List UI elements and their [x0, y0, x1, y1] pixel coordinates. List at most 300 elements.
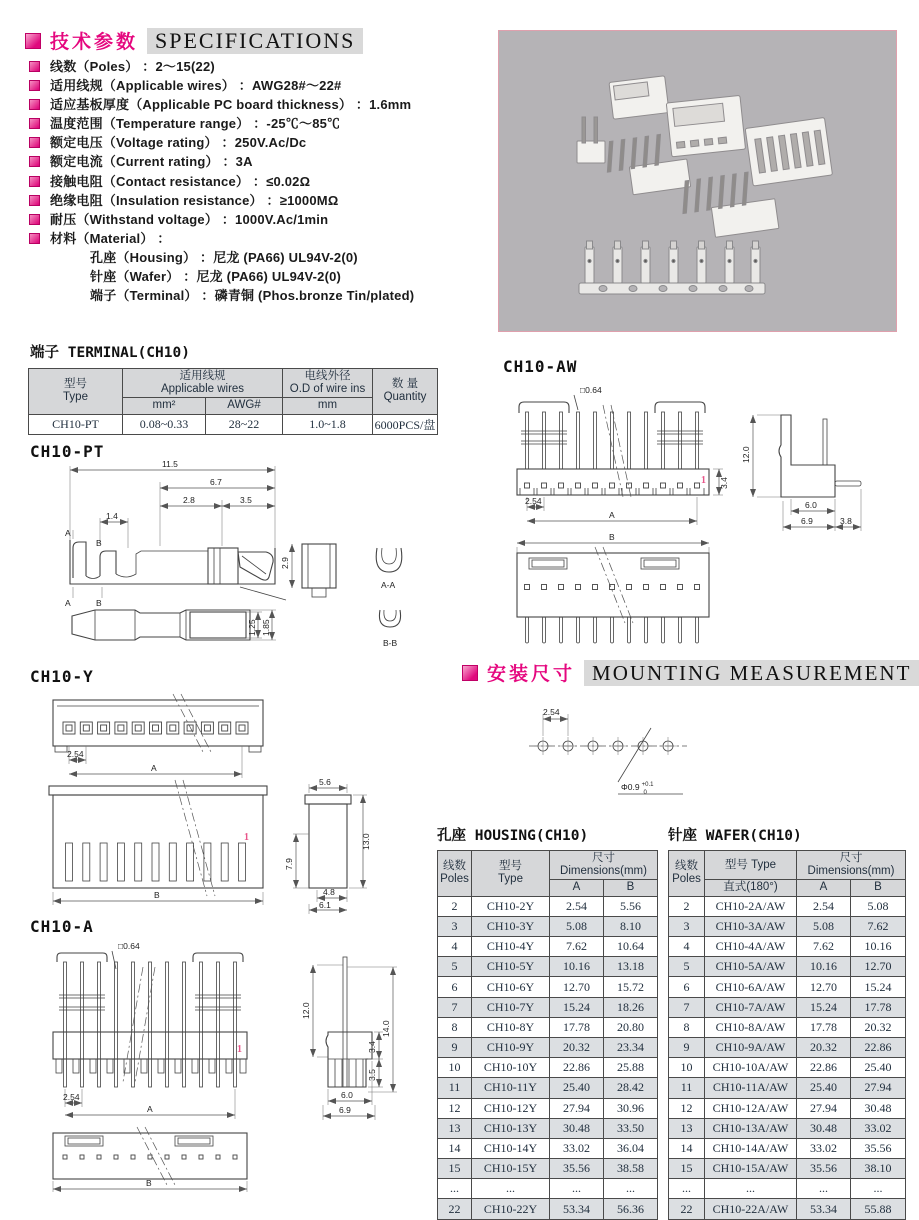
table-cell: 25.88: [604, 1058, 658, 1078]
header-en: Poles: [672, 873, 701, 886]
spec-text: 材料（Material） ：: [50, 230, 171, 246]
dim-label: A: [147, 1104, 153, 1114]
table-row: [438, 1037, 658, 1057]
spec-item: [29, 210, 499, 229]
red-mark: 1: [244, 832, 249, 843]
table-row: [669, 1179, 906, 1199]
col-header-poles: [438, 851, 472, 897]
table-row: [669, 1118, 906, 1138]
table-cell: 17.78: [851, 997, 906, 1017]
table-header-row: [29, 369, 438, 398]
spec-text: 温度范围（Temperature range） ：-25℃～85℃: [50, 116, 341, 132]
table-cell: 10: [669, 1058, 705, 1078]
table-cell: 35.56: [797, 1159, 851, 1179]
table-cell: 33.02: [550, 1138, 604, 1158]
table-row: [438, 896, 658, 916]
spec-text: 端子（Terminal） ：磷青铜 (Phos.bronze Tin/plated): [90, 288, 415, 304]
dim-label: 11.5: [162, 459, 178, 469]
table-cell: 33.02: [851, 1118, 906, 1138]
table-row: [669, 1098, 906, 1118]
table-row: [669, 1138, 906, 1158]
table-cell: 3: [438, 916, 472, 936]
table-row: [669, 1159, 906, 1179]
table-cell: 27.94: [550, 1098, 604, 1118]
table-cell: 8: [438, 1017, 472, 1037]
table-row: [669, 1037, 906, 1057]
col-header-awg: AWG#: [206, 398, 283, 414]
spec-item: [29, 152, 499, 171]
table-cell: CH10-4A/AW: [705, 937, 797, 957]
section-bullet-icon: [462, 665, 478, 681]
section-label: B-B: [383, 638, 398, 648]
table-cell: CH10-14Y: [472, 1138, 550, 1158]
ch10-y-label: CH10-Y: [30, 667, 94, 686]
product-photo: [498, 30, 897, 332]
header-en: Type: [63, 391, 88, 404]
col-header-b: B: [604, 880, 658, 896]
table-cell: 35.56: [550, 1159, 604, 1179]
table-cell: 10.16: [797, 957, 851, 977]
spec-item: [29, 57, 499, 76]
ch10-a-drawing: [25, 937, 400, 1194]
table-cell: CH10-12A/AW: [705, 1098, 797, 1118]
header-zh: 线数: [443, 860, 466, 873]
table-cell: CH10-3A/AW: [705, 916, 797, 936]
table-row: [438, 1058, 658, 1078]
dim-label: 1.4: [106, 511, 118, 521]
table-cell: 7.62: [550, 937, 604, 957]
table-row: [438, 1199, 658, 1219]
dim-label: □0.64: [580, 385, 602, 395]
table-row: [669, 977, 906, 997]
table-row: [669, 997, 906, 1017]
ch10-pt-drawing: [40, 456, 430, 663]
mounting-drawing: [515, 700, 715, 812]
table-cell: 17.78: [550, 1017, 604, 1037]
table-cell: 22.86: [851, 1037, 906, 1057]
table-cell: CH10-6Y: [472, 977, 550, 997]
spec-material-line: [29, 286, 499, 305]
header-zh: 型号: [499, 860, 522, 873]
table-cell: 15: [438, 1159, 472, 1179]
spec-text: 接触电阻（Contact resistance） ：≤0.02Ω: [50, 173, 311, 189]
dim-label: 5.6: [319, 777, 331, 787]
table-row: [438, 1179, 658, 1199]
table-cell: 30.48: [550, 1118, 604, 1138]
col-header-b: B: [851, 880, 906, 896]
table-cell: 7.62: [797, 937, 851, 957]
wafer-table-title: 针座 WAFER(CH10): [668, 828, 802, 844]
tol-lower: 0: [643, 790, 647, 796]
table-cell: 27.94: [851, 1078, 906, 1098]
col-header-type: [472, 851, 550, 897]
table-cell: CH10-15A/AW: [705, 1159, 797, 1179]
table-cell: 33.02: [797, 1138, 851, 1158]
ch10-pt-label: CH10-PT: [30, 442, 105, 461]
dim-label: 3.4: [719, 477, 729, 489]
table-cell: 20.32: [550, 1037, 604, 1057]
wafer-table: [668, 850, 906, 1220]
dim-label: 6.1: [319, 900, 331, 910]
table-cell: 4: [438, 937, 472, 957]
table-cell: 22: [669, 1199, 705, 1219]
ch10-aw-drawing: [495, 377, 915, 651]
table-row: [29, 414, 438, 434]
table-cell: 10.16: [851, 937, 906, 957]
table-cell: 28~22: [206, 414, 283, 434]
table-subheader-row: [669, 880, 906, 896]
table-cell: 28.42: [604, 1078, 658, 1098]
section-mark: A: [65, 528, 71, 538]
hole-dia: Φ0.9: [621, 782, 640, 792]
table-cell: 56.36: [604, 1199, 658, 1219]
col-header-mm2: mm²: [123, 398, 206, 414]
list-bullet-icon: [29, 233, 40, 244]
table-cell: 15.24: [851, 977, 906, 997]
spec-item: [29, 172, 499, 191]
table-cell: CH10-PT: [29, 414, 123, 434]
table-cell: CH10-12Y: [472, 1098, 550, 1118]
table-cell: 5.56: [604, 896, 658, 916]
dim-label: □0.64: [118, 941, 140, 951]
table-row: [669, 1058, 906, 1078]
table-cell: ...: [669, 1179, 705, 1199]
table-cell: 55.88: [851, 1199, 906, 1219]
table-cell: 38.58: [604, 1159, 658, 1179]
table-cell: 7: [438, 997, 472, 1017]
list-bullet-icon: [29, 176, 40, 187]
list-bullet-icon: [29, 61, 40, 72]
table-cell: 12: [438, 1098, 472, 1118]
table-row: [669, 896, 906, 916]
table-cell: ...: [705, 1179, 797, 1199]
col-header-od: [283, 369, 373, 398]
col-header-wires: [123, 369, 283, 398]
table-cell: ...: [550, 1179, 604, 1199]
dim-label: 6.7: [210, 477, 222, 487]
table-cell: 12.70: [851, 957, 906, 977]
list-bullet-icon: [29, 195, 40, 206]
header-zh: 型号: [64, 378, 87, 391]
table-cell: CH10-13Y: [472, 1118, 550, 1138]
list-bullet-icon: [29, 118, 40, 129]
table-cell: 17.78: [797, 1017, 851, 1037]
dim-label: 2.54: [67, 749, 84, 759]
table-cell: 20.32: [797, 1037, 851, 1057]
col-header-mm: mm: [283, 398, 373, 414]
table-cell: 36.04: [604, 1138, 658, 1158]
table-cell: 10: [438, 1058, 472, 1078]
spec-item: [29, 76, 499, 95]
list-bullet-icon: [29, 99, 40, 110]
spec-text: 孔座（Housing） ：尼龙 (PA66) UL94V-2(0): [90, 249, 358, 265]
dim-label: A: [609, 510, 615, 520]
table-cell: CH10-7Y: [472, 997, 550, 1017]
table-cell: 11: [438, 1078, 472, 1098]
specifications-header: [25, 27, 363, 54]
table-row: [669, 957, 906, 977]
spec-material-line: [29, 248, 499, 267]
table-cell: CH10-22A/AW: [705, 1199, 797, 1219]
table-cell: 2: [438, 896, 472, 916]
connector-photo-illustration: [499, 31, 896, 331]
table-row: [438, 1017, 658, 1037]
table-cell: 6000PCS/盘: [373, 414, 438, 434]
specifications-title-zh: 技术参数: [50, 32, 139, 53]
col-header-style: 直式(180°): [705, 880, 797, 896]
table-row: [669, 1199, 906, 1219]
table-cell: ...: [797, 1179, 851, 1199]
specifications-title-en: SPECIFICATIONS: [147, 28, 363, 54]
header-en: O.D of wire ins: [289, 383, 366, 396]
table-row: [669, 937, 906, 957]
spec-list: [29, 57, 499, 305]
spec-text: 耐压（Withstand voltage） ：1000V.Ac/1min: [50, 211, 329, 227]
table-cell: 38.10: [851, 1159, 906, 1179]
table-cell: 5.08: [797, 916, 851, 936]
table-cell: 15.24: [797, 997, 851, 1017]
table-cell: 1.0~1.8: [283, 414, 373, 434]
dim-label: 1.85: [261, 619, 271, 636]
dim-label: 6.0: [805, 500, 817, 510]
spec-item: [29, 229, 499, 248]
tol-upper: +0.1: [641, 782, 654, 788]
table-cell: 14: [438, 1138, 472, 1158]
spec-text: 额定电压（Voltage rating） ：250V.Ac/Dc: [50, 135, 307, 151]
table-cell: 4: [669, 937, 705, 957]
dim-label: 3.5: [367, 1069, 377, 1081]
dim-label: 13.0: [361, 833, 371, 850]
spec-text: 线数（Poles） ：2～15(22): [50, 59, 215, 74]
table-row: [438, 957, 658, 977]
dim-label: 7.9: [284, 858, 294, 870]
table-cell: 15.72: [604, 977, 658, 997]
ch10-a-label: CH10-A: [30, 917, 94, 936]
section-label: A-A: [381, 580, 396, 590]
mounting-header: [462, 659, 919, 686]
table-cell: 8: [669, 1017, 705, 1037]
terminal-section-title: 端子 TERMINAL(CH10): [30, 345, 190, 361]
dim-label: 3.8: [840, 516, 852, 526]
table-cell: 25.40: [550, 1078, 604, 1098]
dim-label: 14.0: [381, 1020, 391, 1037]
table-cell: 7.62: [851, 916, 906, 936]
list-bullet-icon: [29, 137, 40, 148]
table-cell: 25.40: [797, 1078, 851, 1098]
wafer-table-body: [669, 896, 906, 1219]
dim-label: 2.54: [543, 707, 560, 717]
table-cell: CH10-8A/AW: [705, 1017, 797, 1037]
table-cell: CH10-3Y: [472, 916, 550, 936]
table-cell: 6: [438, 977, 472, 997]
table-cell: CH10-10Y: [472, 1058, 550, 1078]
table-cell: 53.34: [797, 1199, 851, 1219]
table-cell: 3: [669, 916, 705, 936]
spec-text: 适用线规（Applicable wires） ：AWG28#～22#: [50, 78, 342, 94]
table-cell: CH10-14A/AW: [705, 1138, 797, 1158]
dim-label: B: [154, 890, 160, 900]
table-cell: ...: [604, 1179, 658, 1199]
table-cell: 18.26: [604, 997, 658, 1017]
table-cell: 30.96: [604, 1098, 658, 1118]
dim-label: 3.5: [240, 495, 252, 505]
table-cell: 14: [669, 1138, 705, 1158]
list-bullet-icon: [29, 156, 40, 167]
header-en: Type: [498, 873, 523, 886]
mounting-title-en: MOUNTING MEASUREMENT: [584, 660, 919, 686]
ch10-y-drawing: [25, 688, 395, 915]
table-cell: ...: [851, 1179, 906, 1199]
table-cell: CH10-5A/AW: [705, 957, 797, 977]
table-cell: CH10-2A/AW: [705, 896, 797, 916]
header-en: Applicable wires: [160, 383, 245, 396]
dim-label: 12.0: [301, 1002, 311, 1019]
section-mark: B: [96, 538, 102, 548]
table-cell: 6: [669, 977, 705, 997]
housing-table: [437, 850, 658, 1220]
mounting-title-zh: 安装尺寸: [487, 664, 576, 685]
spec-item: [29, 191, 499, 210]
table-cell: CH10-2Y: [472, 896, 550, 916]
header-zh: 线数: [675, 860, 698, 873]
table-cell: CH10-4Y: [472, 937, 550, 957]
spec-item: [29, 133, 499, 152]
table-cell: 20.80: [604, 1017, 658, 1037]
ch10-aw-label: CH10-AW: [503, 357, 578, 376]
housing-table-title: 孔座 HOUSING(CH10): [437, 828, 589, 844]
dim-label: 6.9: [801, 516, 813, 526]
table-row: [669, 1078, 906, 1098]
section-mark: A: [65, 598, 71, 608]
red-mark: 1: [237, 1044, 242, 1055]
table-cell: 53.34: [550, 1199, 604, 1219]
table-cell: 30.48: [851, 1098, 906, 1118]
table-header-row: [669, 851, 906, 880]
table-cell: CH10-15Y: [472, 1159, 550, 1179]
spec-text: 针座（Wafer） ：尼龙 (PA66) UL94V-2(0): [90, 269, 342, 285]
table-cell: 22.86: [797, 1058, 851, 1078]
col-header-type: [29, 369, 123, 415]
table-cell: 15: [669, 1159, 705, 1179]
table-row: [438, 1098, 658, 1118]
header-en: Poles: [440, 873, 469, 886]
table-cell: 10.64: [604, 937, 658, 957]
table-cell: 12.70: [550, 977, 604, 997]
table-cell: CH10-9A/AW: [705, 1037, 797, 1057]
table-cell: CH10-13A/AW: [705, 1118, 797, 1138]
dim-label: B: [609, 532, 615, 542]
table-header-row: [438, 851, 658, 880]
dim-label: 2.9: [280, 557, 290, 569]
section-bullet-icon: [25, 33, 41, 49]
header-zh: 数 量: [391, 378, 419, 391]
table-cell: CH10-8Y: [472, 1017, 550, 1037]
dim-label: 2.54: [63, 1092, 80, 1102]
table-row: [438, 1118, 658, 1138]
table-cell: 12: [669, 1098, 705, 1118]
table-cell: 10.16: [550, 957, 604, 977]
table-row: [438, 997, 658, 1017]
col-header-dimensions: 尺寸Dimensions(mm): [550, 851, 658, 880]
table-cell: 2.54: [550, 896, 604, 916]
table-row: [438, 1078, 658, 1098]
dim-label: 6.0: [341, 1090, 353, 1100]
table-cell: 11: [669, 1078, 705, 1098]
section-mark: B: [96, 598, 102, 608]
table-cell: ...: [438, 1179, 472, 1199]
table-row: [438, 1138, 658, 1158]
dim-label: 2.8: [183, 495, 195, 505]
table-cell: 13.18: [604, 957, 658, 977]
col-header-type: 型号 Type: [705, 851, 797, 880]
table-cell: 2: [669, 896, 705, 916]
spec-text: 绝缘电阻（Insulation resistance） ：≥1000MΩ: [50, 192, 339, 208]
table-cell: CH10-11A/AW: [705, 1078, 797, 1098]
table-row: [438, 916, 658, 936]
table-cell: 20.32: [851, 1017, 906, 1037]
table-cell: 22: [438, 1199, 472, 1219]
table-cell: ...: [472, 1179, 550, 1199]
list-bullet-icon: [29, 214, 40, 225]
table-cell: 30.48: [797, 1118, 851, 1138]
table-row: [438, 977, 658, 997]
table-cell: 27.94: [797, 1098, 851, 1118]
table-row: [669, 916, 906, 936]
table-cell: 25.40: [851, 1058, 906, 1078]
table-cell: 13: [438, 1118, 472, 1138]
table-cell: 8.10: [604, 916, 658, 936]
table-cell: CH10-22Y: [472, 1199, 550, 1219]
table-cell: 5: [438, 957, 472, 977]
red-mark: 1: [701, 475, 706, 486]
col-header-dimensions: 尺寸Dimensions(mm): [797, 851, 906, 880]
header-zh: 适用线规: [179, 370, 226, 382]
dim-label: 3.4: [367, 1041, 377, 1053]
table-row: [438, 1159, 658, 1179]
table-cell: 5.08: [851, 896, 906, 916]
table-cell: CH10-9Y: [472, 1037, 550, 1057]
terminal-table: [28, 368, 438, 435]
table-cell: 33.50: [604, 1118, 658, 1138]
spec-item: [29, 114, 499, 133]
table-cell: 15.24: [550, 997, 604, 1017]
table-cell: 35.56: [851, 1138, 906, 1158]
table-cell: 0.08~0.33: [123, 414, 206, 434]
housing-table-body: [438, 896, 658, 1219]
table-cell: CH10-6A/AW: [705, 977, 797, 997]
table-cell: 7: [669, 997, 705, 1017]
table-row: [669, 1017, 906, 1037]
table-cell: 5.08: [550, 916, 604, 936]
spec-material-line: [29, 267, 499, 286]
table-cell: 2.54: [797, 896, 851, 916]
col-header-qty: [373, 369, 438, 415]
table-cell: 9: [669, 1037, 705, 1057]
table-cell: CH10-5Y: [472, 957, 550, 977]
dim-label: A: [151, 763, 157, 773]
header-en: Quantity: [383, 391, 427, 404]
list-bullet-icon: [29, 80, 40, 91]
table-cell: 23.34: [604, 1037, 658, 1057]
col-header-a: A: [550, 880, 604, 896]
dim-label: B: [146, 1178, 152, 1188]
dim-label: 12.0: [741, 446, 751, 463]
dim-label: 6.9: [339, 1105, 351, 1115]
dim-label: 1.25: [247, 619, 257, 636]
table-cell: 12.70: [797, 977, 851, 997]
dim-label: 4.8: [323, 887, 335, 897]
table-cell: CH10-10A/AW: [705, 1058, 797, 1078]
